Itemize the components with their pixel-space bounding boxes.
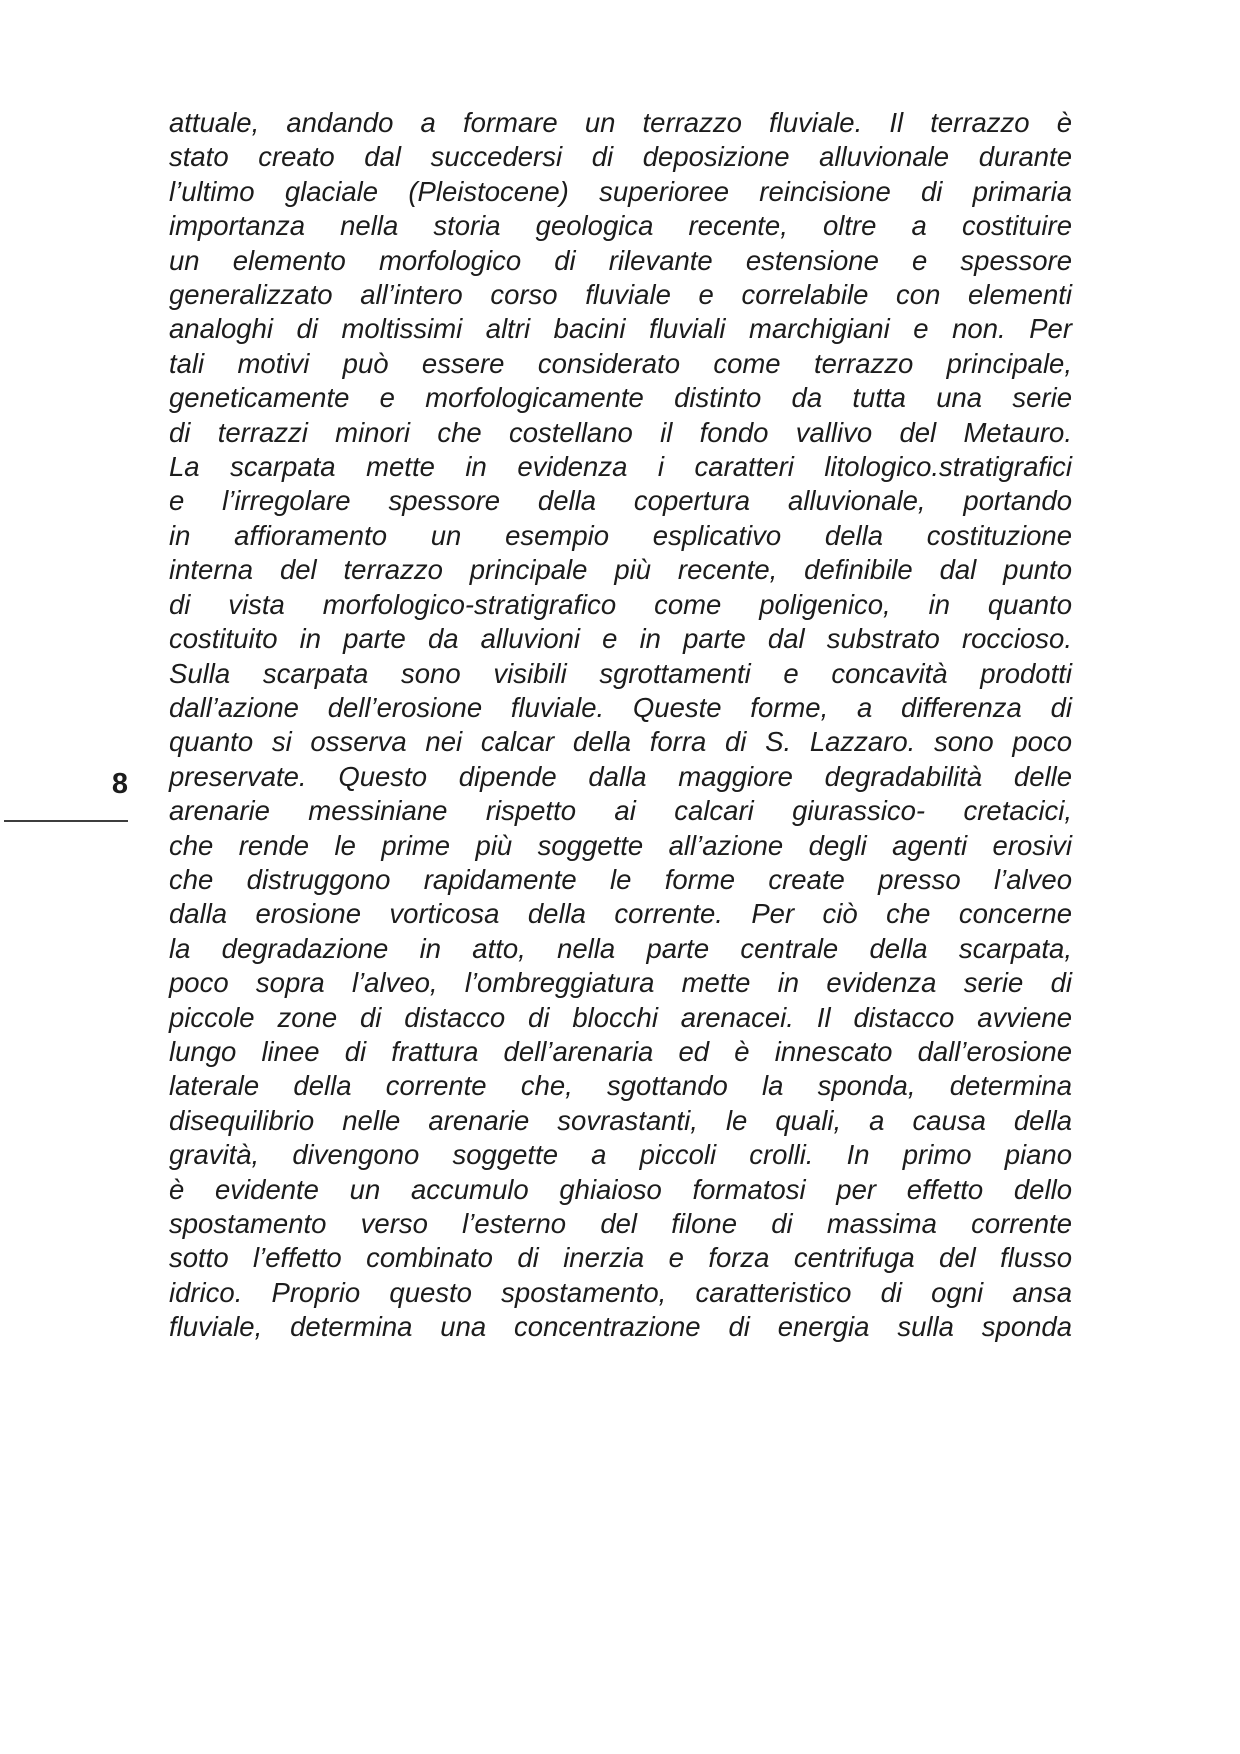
text-line: attuale, andando a formare un terrazzo fluviale. Il terrazzo è [169, 107, 1072, 138]
text-line: fluviale, determina una concentrazione di energia sulla sponda [169, 1311, 1072, 1343]
text-line: stato creato dal succedersi di deposizione alluvionale durante [169, 141, 1072, 173]
body-text [169, 106, 1072, 1345]
text-line: preservate. Questo dipende dalla maggiore degradabilità delle [169, 760, 1072, 792]
text-line: idrico. Proprio questo spostamento, caratteristico di ogni ansa [169, 1276, 1072, 1308]
text-line: interna del terrazzo principale più recente, definibile dal punto [169, 554, 1072, 586]
text-line: Sulla scarpata sono visibili sgrottamenti e concavità prodotti [169, 657, 1072, 689]
text-line: che distruggono rapidamente le forme create presso l’alveo [169, 863, 1072, 895]
text-line: e l’irregolare spessore della copertura alluvionale, portando [169, 485, 1072, 517]
text-line: importanza nella storia geologica recente, oltre a costituire [169, 210, 1072, 242]
text-line: piccole zone di distacco di blocchi arenacei. Il distacco avviene [169, 1001, 1072, 1033]
text-line: la degradazione in atto, nella parte centrale della scarpata, [169, 932, 1072, 964]
text-line: laterale della corrente che, sgottando la sponda, determina [169, 1070, 1072, 1102]
text-line: che rende le prime più soggette all’azione degli agenti erosivi [169, 829, 1072, 861]
text-line: costituito in parte da alluvioni e in parte dal substrato roccioso. [169, 623, 1072, 655]
text-line: sotto l’effetto combinato di inerzia e forza centrifuga del flusso [169, 1242, 1072, 1274]
text-line: è evidente un accumulo ghiaioso formatosi per effetto dello [169, 1173, 1072, 1205]
text-line: La scarpata mette in evidenza i caratteri litologico.stratigrafici [169, 451, 1072, 483]
text-line: dall’azione dell’erosione fluviale. Queste forme, a differenza di [169, 691, 1072, 723]
text-line: generalizzato all’intero corso fluviale e correlabile con elementi [169, 279, 1072, 311]
text-line: disequilibrio nelle arenarie sovrastanti, le quali, a causa della [169, 1104, 1072, 1136]
text-line: l’ultimo glaciale (Pleistocene) superioree reincisione di primaria [169, 175, 1072, 207]
text-line: analoghi di moltissimi altri bacini fluviali marchigiani e non. Per [169, 313, 1072, 345]
text-line: in affioramento un esempio esplicativo della costituzione [169, 519, 1072, 551]
text-line: dalla erosione vorticosa della corrente. Per ciò che concerne [169, 898, 1072, 930]
text-line: spostamento verso l’esterno del filone di massima corrente [169, 1208, 1072, 1239]
text-line: di vista morfologico-stratigrafico come poligenico, in quanto [169, 588, 1072, 620]
text-line: gravità, divengono soggette a piccoli crolli. In primo piano [169, 1139, 1072, 1171]
text-line: di terrazzi minori che costellano il fondo vallivo del Metauro. [169, 416, 1072, 448]
page-number: 8 [111, 768, 128, 800]
text-line: lungo linee di frattura dell’arenaria ed è innescato dall’erosione [169, 1035, 1072, 1067]
text-line: geneticamente e morfologicamente distinto da tutta una serie [169, 382, 1072, 414]
text-line: tali motivi può essere considerato come terrazzo principale, [169, 347, 1072, 379]
text-line: poco sopra l’alveo, l’ombreggiatura mette in evidenza serie di [169, 967, 1072, 999]
text-line: arenarie messiniane rispetto ai calcari giurassico- cretacici, [169, 795, 1072, 827]
text-line: quanto si osserva nei calcar della forra di S. Lazzaro. sono poco [169, 726, 1072, 758]
text-line: un elemento morfologico di rilevante estensione e spessore [169, 244, 1072, 276]
page-number-divider [4, 820, 128, 822]
